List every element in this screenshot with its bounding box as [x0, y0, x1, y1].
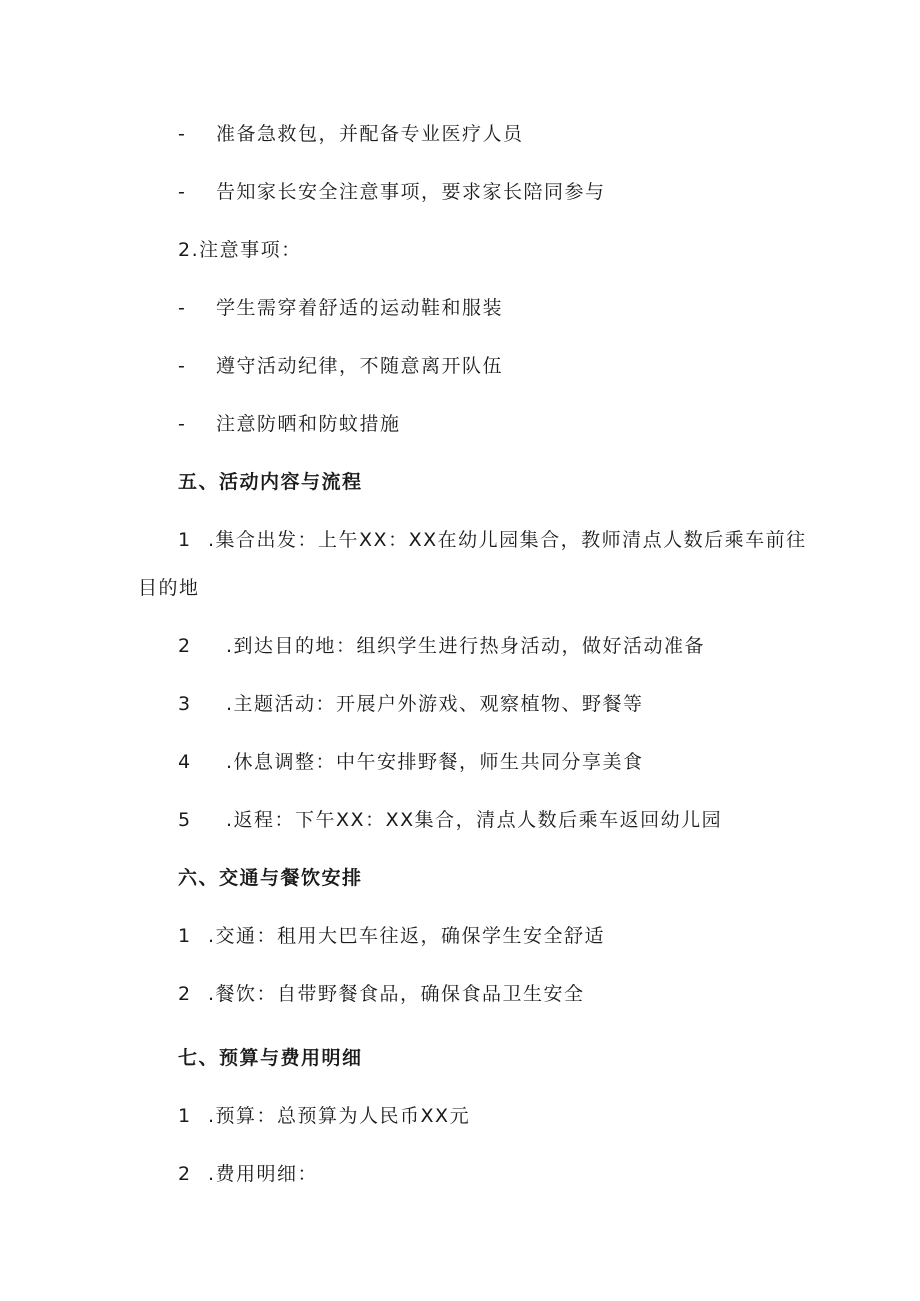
item-number: 1 — [178, 529, 192, 551]
item-number: 5 — [178, 809, 192, 831]
section-heading: 五、活动内容与流程 — [178, 471, 363, 493]
item-number: 3 — [178, 693, 192, 715]
list-item — [178, 807, 722, 833]
list-item-continuation: 目的地 — [138, 577, 200, 599]
bullet-line — [178, 121, 524, 147]
item-number: 2 — [178, 1163, 192, 1185]
item-number: 4 — [178, 751, 192, 773]
bullet-line — [178, 179, 606, 205]
bullet-line — [178, 353, 503, 379]
list-item — [178, 1161, 318, 1187]
item-number: 2 — [178, 635, 192, 657]
item-text: .休息调整：中午安排野餐，师生共同分享美食 — [226, 751, 644, 773]
bullet-dash: - — [178, 297, 187, 319]
item-number: 1 — [178, 925, 192, 947]
subsection-title — [178, 237, 302, 263]
bullet-dash: - — [178, 413, 187, 435]
bullet-dash: - — [178, 355, 187, 377]
list-item — [178, 633, 705, 659]
item-text: .预算：总预算为人民币XX元 — [208, 1105, 471, 1127]
bullet-text: 遵守活动纪律，不随意离开队伍 — [216, 355, 504, 377]
list-item — [178, 527, 807, 553]
bullet-text: 注意防晒和防蚊措施 — [216, 413, 401, 435]
item-text: .到达目的地：组织学生进行热身活动，做好活动准备 — [226, 635, 706, 657]
subsection-text: 2.注意事项： — [178, 239, 302, 261]
bullet-dash: - — [178, 123, 187, 145]
item-number: 2 — [178, 983, 192, 1005]
item-text: .返程：下午XX：XX集合，清点人数后乘车返回幼儿园 — [226, 809, 723, 831]
item-number: 1 — [178, 1105, 192, 1127]
item-text: .集合出发：上午XX：XX在幼儿园集合，教师清点人数后乘车前往 — [208, 529, 807, 551]
bullet-line — [178, 411, 401, 437]
list-item — [178, 749, 644, 775]
item-text: .主题活动：开展户外游戏、观察植物、野餐等 — [226, 693, 644, 715]
bullet-line — [178, 295, 503, 321]
list-item — [178, 1103, 470, 1129]
item-text: .费用明细： — [208, 1163, 319, 1185]
item-text: .交通：租用大巴车往返，确保学生安全舒适 — [208, 925, 606, 947]
list-item — [178, 691, 644, 717]
item-text: .餐饮：自带野餐食品，确保食品卫生安全 — [208, 983, 585, 1005]
section-heading: 七、预算与费用明细 — [178, 1047, 363, 1069]
bullet-text: 告知家长安全注意事项，要求家长陪同参与 — [216, 181, 606, 203]
list-item — [178, 923, 605, 949]
section-heading: 六、交通与餐饮安排 — [178, 867, 363, 889]
bullet-dash: - — [178, 181, 187, 203]
bullet-text: 准备急救包，并配备专业医疗人员 — [216, 123, 524, 145]
bullet-text: 学生需穿着舒适的运动鞋和服装 — [216, 297, 504, 319]
list-item — [178, 981, 585, 1007]
